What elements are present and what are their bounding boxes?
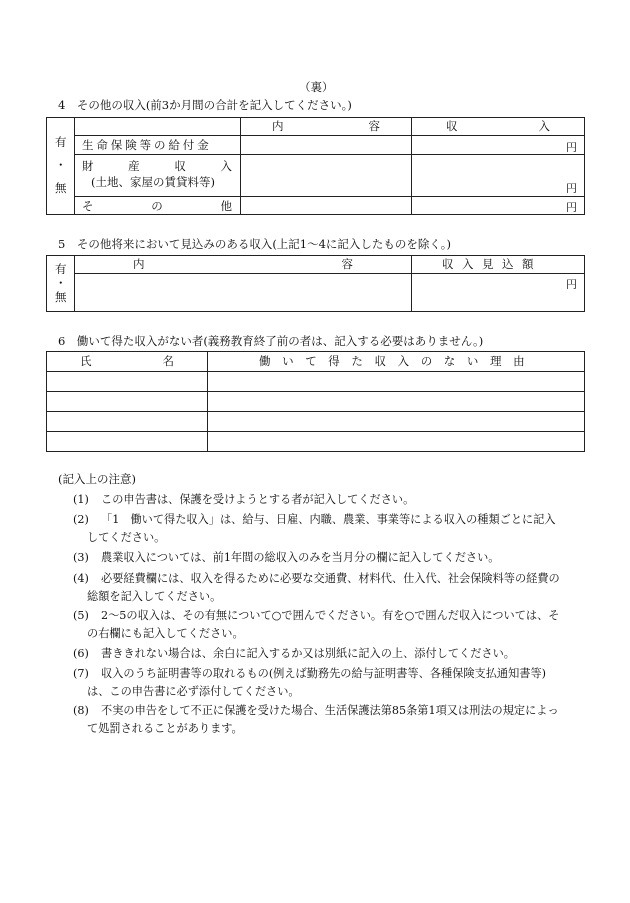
note-8-line-2: て処罰されることがあります。 (87, 722, 243, 735)
note-1-line-1: この申告書は、保護を受けようとする者が記入してください。 (101, 493, 415, 506)
note-4-number: (4) (73, 572, 89, 585)
sec4-row-property-sub: (土地、家屋の賃貸料等) (91, 175, 215, 189)
sec4-row-other-content[interactable] (241, 197, 411, 215)
sec6-name-field-3[interactable] (47, 412, 207, 431)
sec4-col-income: 収 入 (446, 119, 550, 133)
note-2-line-1: 「1 働いて得た収入」は、給与、日雇、内職、農業、事業等による収入の種類ごとに記入 (101, 513, 556, 526)
note-5-line-2: の右欄にも記入してください。 (87, 627, 244, 640)
sec6-name-field-4[interactable] (47, 432, 207, 451)
section-4-title: 4 その他の収入(前3か月間の合計を記入してください。) (58, 98, 352, 112)
sec4-row-property-amount[interactable] (412, 155, 585, 196)
note-7-line-2: は、この申告書に必ず添付してください。 (87, 685, 300, 698)
note-4-line-2: 総額を記入してください。 (87, 590, 222, 603)
sec4-umu-yes[interactable]: 有 (55, 135, 67, 149)
sec5-col-content: 内 容 (133, 257, 353, 271)
sec4-umu-dot: ・ (55, 158, 67, 172)
note-6-number: (6) (73, 647, 89, 660)
sec4-row-insurance-yen: 円 (566, 141, 577, 154)
note-7-number: (7) (73, 667, 89, 680)
note-4-line-1: 必要経費欄には、収入を得るために必要な交通費、材料代、仕入代、社会保険料等の経費の (101, 572, 560, 585)
sec6-reason-field-3[interactable] (208, 412, 585, 431)
sec4-row-insurance-content[interactable] (241, 136, 411, 154)
note-8-number: (8) (73, 704, 89, 717)
note-8-line-1: 不実の申告をして不正に保護を受けた場合、生活保護法第85条第1項又は刑法の規定によっ (101, 704, 559, 717)
sec4-row-property-yen: 円 (566, 182, 577, 195)
sec6-reason-field-1[interactable] (208, 372, 585, 391)
sec5-umu-dot: ・ (55, 276, 67, 290)
note-7-line-1: 収入のうち証明書等の取れるもの(例えば勤務先の給与証明書等、各種保険支払通知書等) (101, 667, 547, 680)
sec5-yen: 円 (566, 278, 577, 291)
sec6-col-reason: 働いて得た収入のない理由 (259, 354, 537, 368)
note-2-line-2: してください。 (87, 531, 166, 544)
sec4-row-property-content[interactable] (241, 155, 411, 196)
note-5-number: (5) (73, 609, 89, 622)
sec6-col-name: 氏 名 (80, 354, 174, 368)
sec5-umu-yes[interactable]: 有 (55, 262, 67, 276)
sec4-row-insurance-label: 生命保険等の給付金 (82, 138, 212, 152)
sec4-row-property-label: 財 産 収 入 (82, 159, 232, 173)
sec5-col-expected: 収入見込額 (442, 257, 542, 271)
sec4-row-other-label: そ の 他 (82, 199, 232, 213)
note-1-number: (1) (73, 493, 89, 506)
sec4-row-insurance-amount[interactable] (412, 136, 585, 154)
sec6-reason-field-4[interactable] (208, 432, 585, 451)
sec6-name-field-2[interactable] (47, 392, 207, 411)
note-3-line-1: 農業収入については、前1年間の総収入のみを当月分の欄に記入してください。 (101, 551, 500, 564)
sec4-row-other-yen: 円 (566, 201, 577, 214)
section-6-title: 6 働いて得た収入がない者(義務教育終了前の者は、記入する必要はありません。) (58, 334, 484, 348)
section-5-title: 5 その他将来において見込みのある収入(上記1～4に記入したものを除く。) (58, 237, 451, 251)
sec4-umu-no[interactable]: 無 (55, 181, 67, 195)
note-2-number: (2) (73, 513, 89, 526)
sec6-reason-field-2[interactable] (208, 392, 585, 411)
sec4-row-other-amount[interactable] (412, 197, 585, 215)
note-3-number: (3) (73, 551, 89, 564)
sec6-name-field-1[interactable] (47, 372, 207, 391)
page-side-label: （裏） (299, 80, 334, 94)
sec5-umu-no[interactable]: 無 (55, 290, 67, 304)
sec5-content-field[interactable] (75, 274, 411, 312)
notes-title: (記入上の注意) (58, 472, 136, 486)
sec4-col-content: 内 容 (272, 119, 380, 133)
note-5-line-1: 2～5の収入は、その有無について○で囲んでください。有を○で囲んだ収入については、そ (101, 609, 560, 622)
note-6-line-1: 書ききれない場合は、余白に記入するか又は別紙に記入の上、添付してください。 (101, 647, 515, 660)
sec5-amount-field[interactable] (412, 274, 585, 312)
